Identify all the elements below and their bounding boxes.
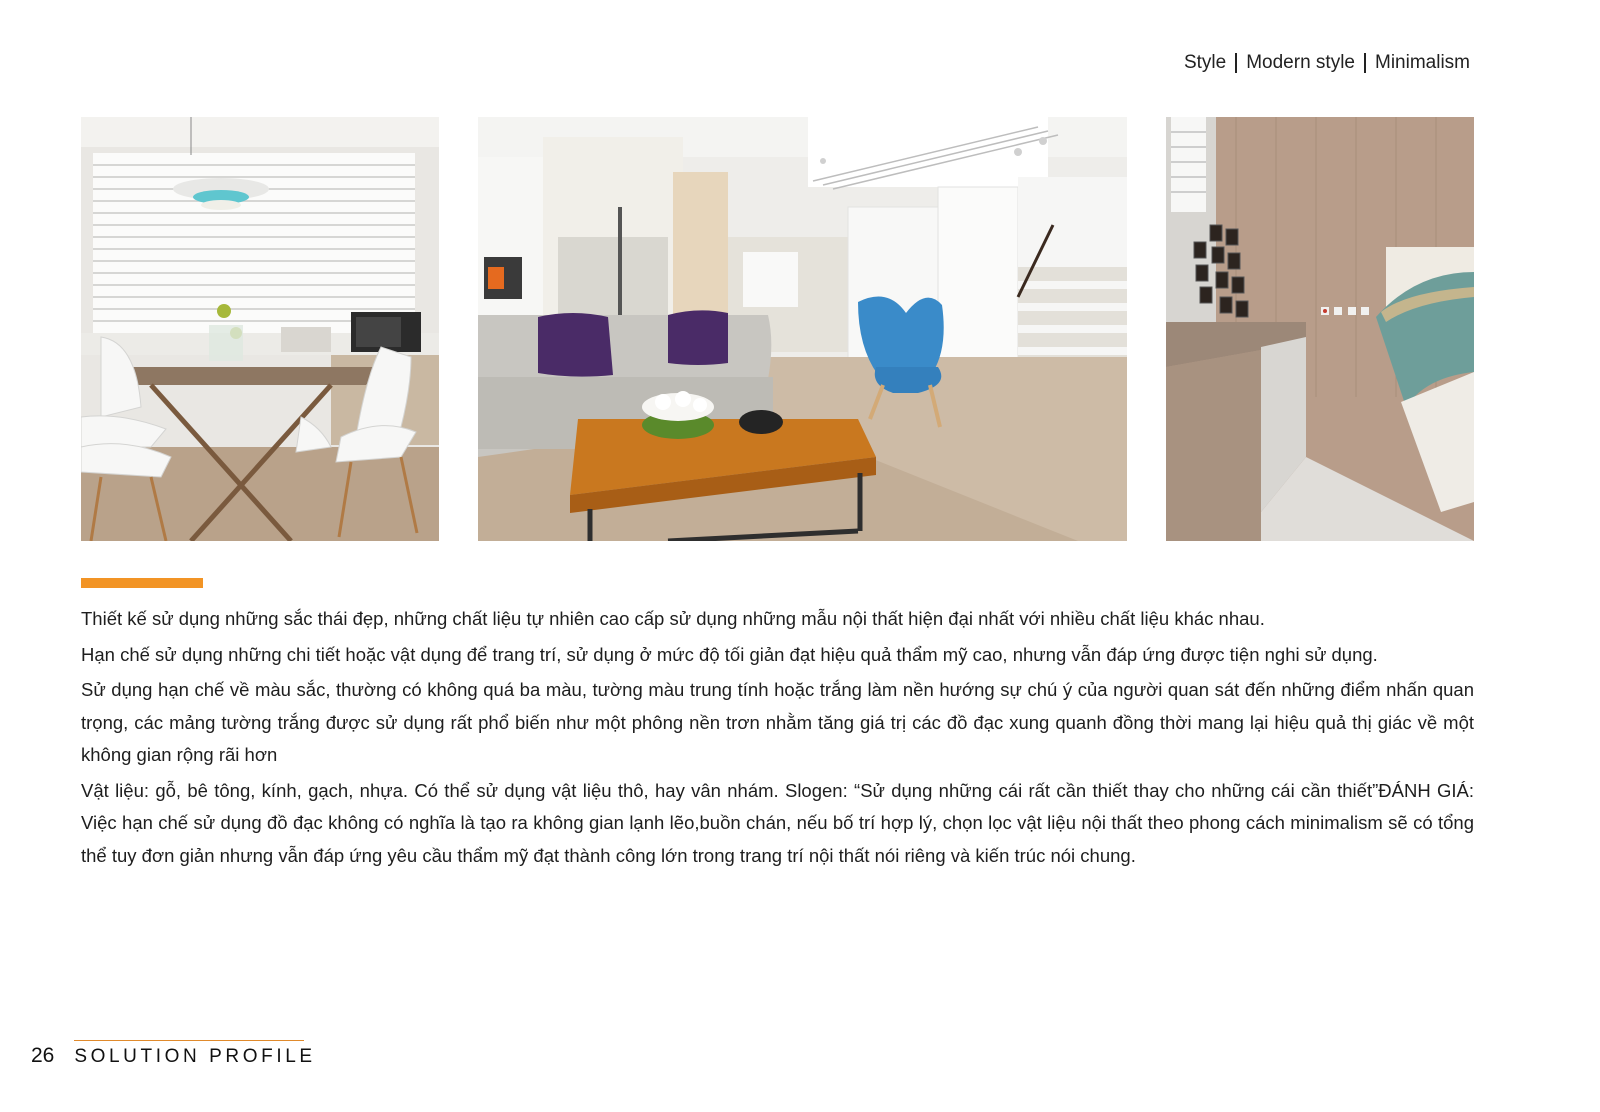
body-text xyxy=(81,603,1474,875)
brand-block xyxy=(74,1040,315,1068)
page-number: 26 xyxy=(31,1044,55,1067)
breadcrumb-separator xyxy=(1364,53,1366,73)
breadcrumb-style: Style xyxy=(1183,52,1227,73)
paragraph-1: Thiết kế sử dụng những sắc thái đẹp, những chất liệu tự nhiên cao cấp sử dụng những mẫu nội thất hiện đại nhất với nhiều chất liệu khác nhau. xyxy=(81,608,1265,629)
paragraph-3: Sử dụng hạn chế về màu sắc, thường có không quá ba màu, tường màu trung tính hoặc trắng làm nền hướng sự chú ý của người quan sát đến những điểm nhấn quan trọng, các mảng tường trắng được sử dụng rất phổ biến như một phông nền trơn nhằm tăng giá trị các đồ đạc xung quanh đồng thời mang lại hiệu quả thị giác về một không gian rộng rãi hơn xyxy=(81,679,1474,765)
breadcrumb xyxy=(1184,52,1470,74)
photo-living-room xyxy=(478,117,1127,541)
breadcrumb-modern-style: Modern style xyxy=(1246,52,1355,73)
photo-bedroom xyxy=(1166,117,1474,541)
photo-dining-room xyxy=(81,117,439,541)
paragraph-2: Hạn chế sử dụng những chi tiết hoặc vật dụng để trang trí, sử dụng ở mức độ tối giản đạt hiệu quả thẩm mỹ cao, nhưng vẫn đáp ứng được tiện nghi sử dụng. xyxy=(81,643,1378,665)
brand-divider xyxy=(74,1040,304,1041)
breadcrumb-separator xyxy=(1235,53,1237,73)
accent-bar xyxy=(81,578,203,588)
breadcrumb-minimalism: Minimalism xyxy=(1375,52,1470,73)
brand-name: SOLUTION PROFILE xyxy=(74,1046,316,1067)
page-footer xyxy=(31,1040,316,1068)
paragraph-4: Vật liệu: gỗ, bê tông, kính, gạch, nhựa. Có thể sử dụng vật liệu thô, hay vân nhám. Slogen: “Sử dụng những cái rất cần thiết thay cho những cái cần thiết”ĐÁNH GIÁ: Việc hạn chế sử dụng đồ đạc không có nghĩa là tạo ra không gian lạnh lẽo,buồn chán, nếu bố trí hợp lý, chọn lọc vật liệu nội thất theo phong cách minimalism sẽ có tổng thể tuy đơn giản nhưng vẫn đáp ứng yêu cầu thẩm mỹ đạt thành công lớn trong trang trí nội thất nói riêng và kiến trúc nói chung. xyxy=(81,779,1474,866)
